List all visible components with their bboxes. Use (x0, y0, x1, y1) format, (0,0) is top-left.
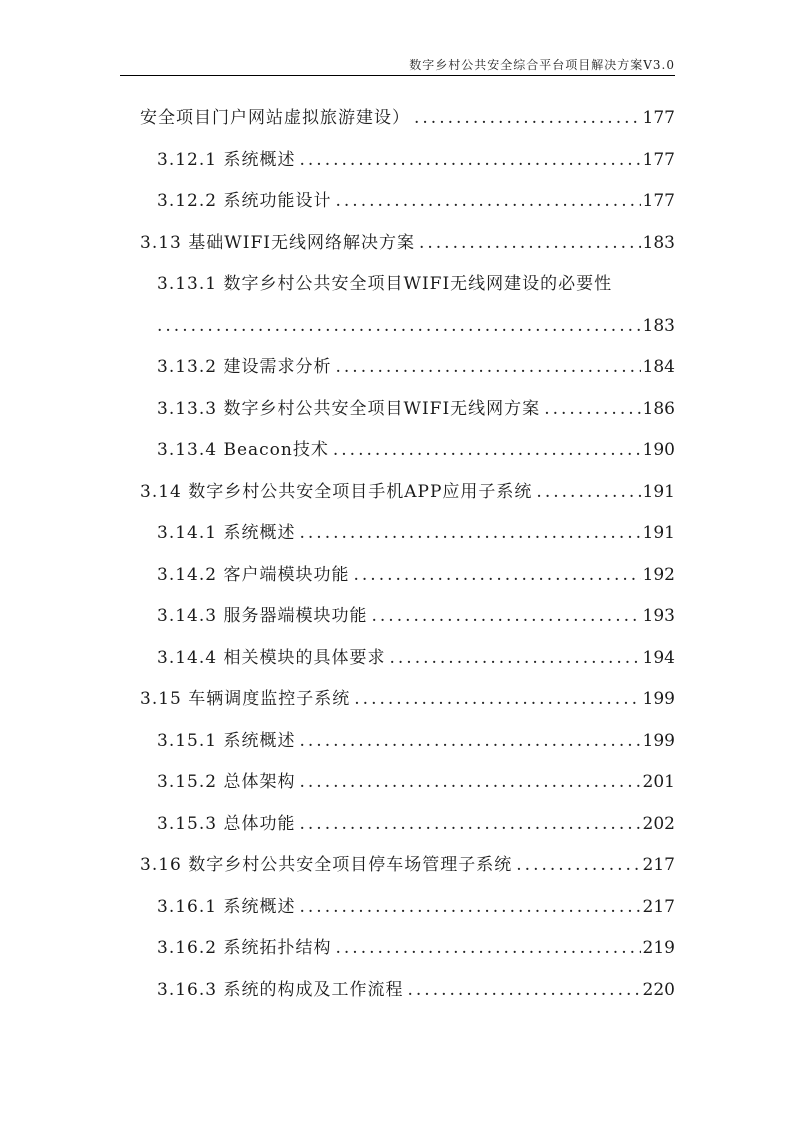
toc-leader-dots (389, 644, 640, 672)
toc-entry-page: 194 (642, 648, 675, 668)
toc-leader-dots (157, 312, 641, 340)
toc-entry-page: 184 (642, 357, 675, 377)
toc-leader-dots (371, 602, 640, 630)
toc-entry-continuation[interactable] (157, 312, 675, 340)
toc-entry-page: 202 (642, 814, 675, 834)
toc-entry[interactable] (157, 768, 675, 796)
toc-leader-dots (419, 229, 641, 257)
toc-leader-dots (335, 187, 640, 215)
toc-entry[interactable] (157, 270, 675, 298)
toc-entry[interactable] (140, 104, 675, 132)
toc-entry-title: 3.14.4 相关模块的具体要求 (157, 648, 386, 668)
toc-entry-title: 3.13.2 建设需求分析 (157, 357, 332, 377)
toc-entry-title: 3.12.1 系统概述 (157, 150, 296, 170)
toc-entry-title: 3.13.1 数字乡村公共安全项目WIFI无线网建设的必要性 (157, 274, 613, 294)
toc-entry-title: 3.12.2 系统功能设计 (157, 191, 332, 211)
toc-entry[interactable] (157, 519, 675, 547)
toc-entry-page: 217 (642, 855, 675, 875)
toc-entry-title: 3.16 数字乡村公共安全项目停车场管理子系统 (140, 855, 513, 875)
toc-entry[interactable] (157, 893, 675, 921)
toc-entry-page: 201 (642, 772, 675, 792)
toc-leader-dots (299, 893, 640, 921)
toc-entry-title: 3.14.1 系统概述 (157, 523, 296, 543)
toc-leader-dots (335, 353, 640, 381)
toc-entry-page: 193 (642, 606, 675, 626)
toc-entry-title: 安全项目门户网站虚拟旅游建设） (140, 108, 410, 128)
toc-entry-page: 183 (642, 316, 675, 336)
toc-entry[interactable] (157, 810, 675, 838)
toc-entry-title: 3.13 基础WIFI无线网络解决方案 (140, 233, 415, 253)
toc-entry-page: 217 (642, 897, 675, 917)
toc-entry-title: 3.16.2 系统拓扑结构 (157, 938, 332, 958)
toc-leader-dots (299, 810, 640, 838)
toc-entry-title: 3.15.3 总体功能 (157, 814, 296, 834)
toc-entry-title: 3.13.4 Beacon技术 (157, 440, 329, 460)
toc-leader-dots (299, 768, 640, 796)
toc-leader-dots (407, 976, 640, 1004)
toc-leader-dots (353, 561, 640, 589)
toc-entry-page: 190 (642, 440, 675, 460)
toc-entry[interactable] (140, 478, 675, 506)
toc-leader-dots (536, 478, 640, 506)
toc-leader-dots (354, 685, 640, 713)
toc-entry-page: 191 (642, 482, 675, 502)
toc-leader-dots (333, 436, 641, 464)
toc-entry[interactable] (157, 602, 675, 630)
toc-entry-page: 220 (642, 980, 675, 1000)
toc-leader-dots (414, 104, 641, 132)
toc-entry-title: 3.13.3 数字乡村公共安全项目WIFI无线网方案 (157, 399, 541, 419)
toc-entry[interactable] (157, 395, 675, 423)
toc-entry-page: 177 (642, 150, 675, 170)
header-rule (120, 75, 675, 76)
toc-entry[interactable] (140, 229, 675, 257)
toc-entry[interactable] (140, 685, 675, 713)
toc-entry-page: 199 (642, 731, 675, 751)
toc-entry[interactable] (157, 976, 675, 1004)
toc-entry[interactable] (157, 934, 675, 962)
toc-entry[interactable] (140, 851, 675, 879)
toc-entry-title: 3.14 数字乡村公共安全项目手机APP应用子系统 (140, 482, 533, 502)
toc-entry[interactable] (157, 561, 675, 589)
toc-leader-dots (516, 851, 640, 879)
toc-leader-dots (544, 395, 640, 423)
toc-entry[interactable] (157, 146, 675, 174)
toc-leader-dots (299, 519, 640, 547)
toc-entry-title: 3.16.3 系统的构成及工作流程 (157, 980, 404, 1000)
page-header-title: 数字乡村公共安全综合平台项目解决方案V3.0 (409, 58, 675, 72)
toc-entry-page: 192 (642, 565, 675, 585)
toc-entry[interactable] (157, 727, 675, 755)
toc-leader-dots (335, 934, 640, 962)
toc-entry-page: 191 (642, 523, 675, 543)
toc-entry[interactable] (157, 353, 675, 381)
toc-entry[interactable] (157, 644, 675, 672)
toc-entry-title: 3.16.1 系统概述 (157, 897, 296, 917)
toc-entry-page: 199 (642, 689, 675, 709)
toc-entry[interactable] (157, 436, 675, 464)
toc-entry-title: 3.14.2 客户端模块功能 (157, 565, 350, 585)
toc-entry-title: 3.15.1 系统概述 (157, 731, 296, 751)
toc-entry-page: 177 (642, 108, 675, 128)
toc-entry-page: 186 (642, 399, 675, 419)
toc-entry-page: 177 (642, 191, 675, 211)
toc-entry-page: 183 (642, 233, 675, 253)
toc-entry-page: 219 (642, 938, 675, 958)
toc-entry[interactable] (157, 187, 675, 215)
toc-leader-dots (299, 727, 640, 755)
toc-entry-title: 3.15 车辆调度监控子系统 (140, 689, 351, 709)
toc-entry-title: 3.14.3 服务器端模块功能 (157, 606, 368, 626)
toc-entry-title: 3.15.2 总体架构 (157, 772, 296, 792)
toc-leader-dots (299, 146, 640, 174)
